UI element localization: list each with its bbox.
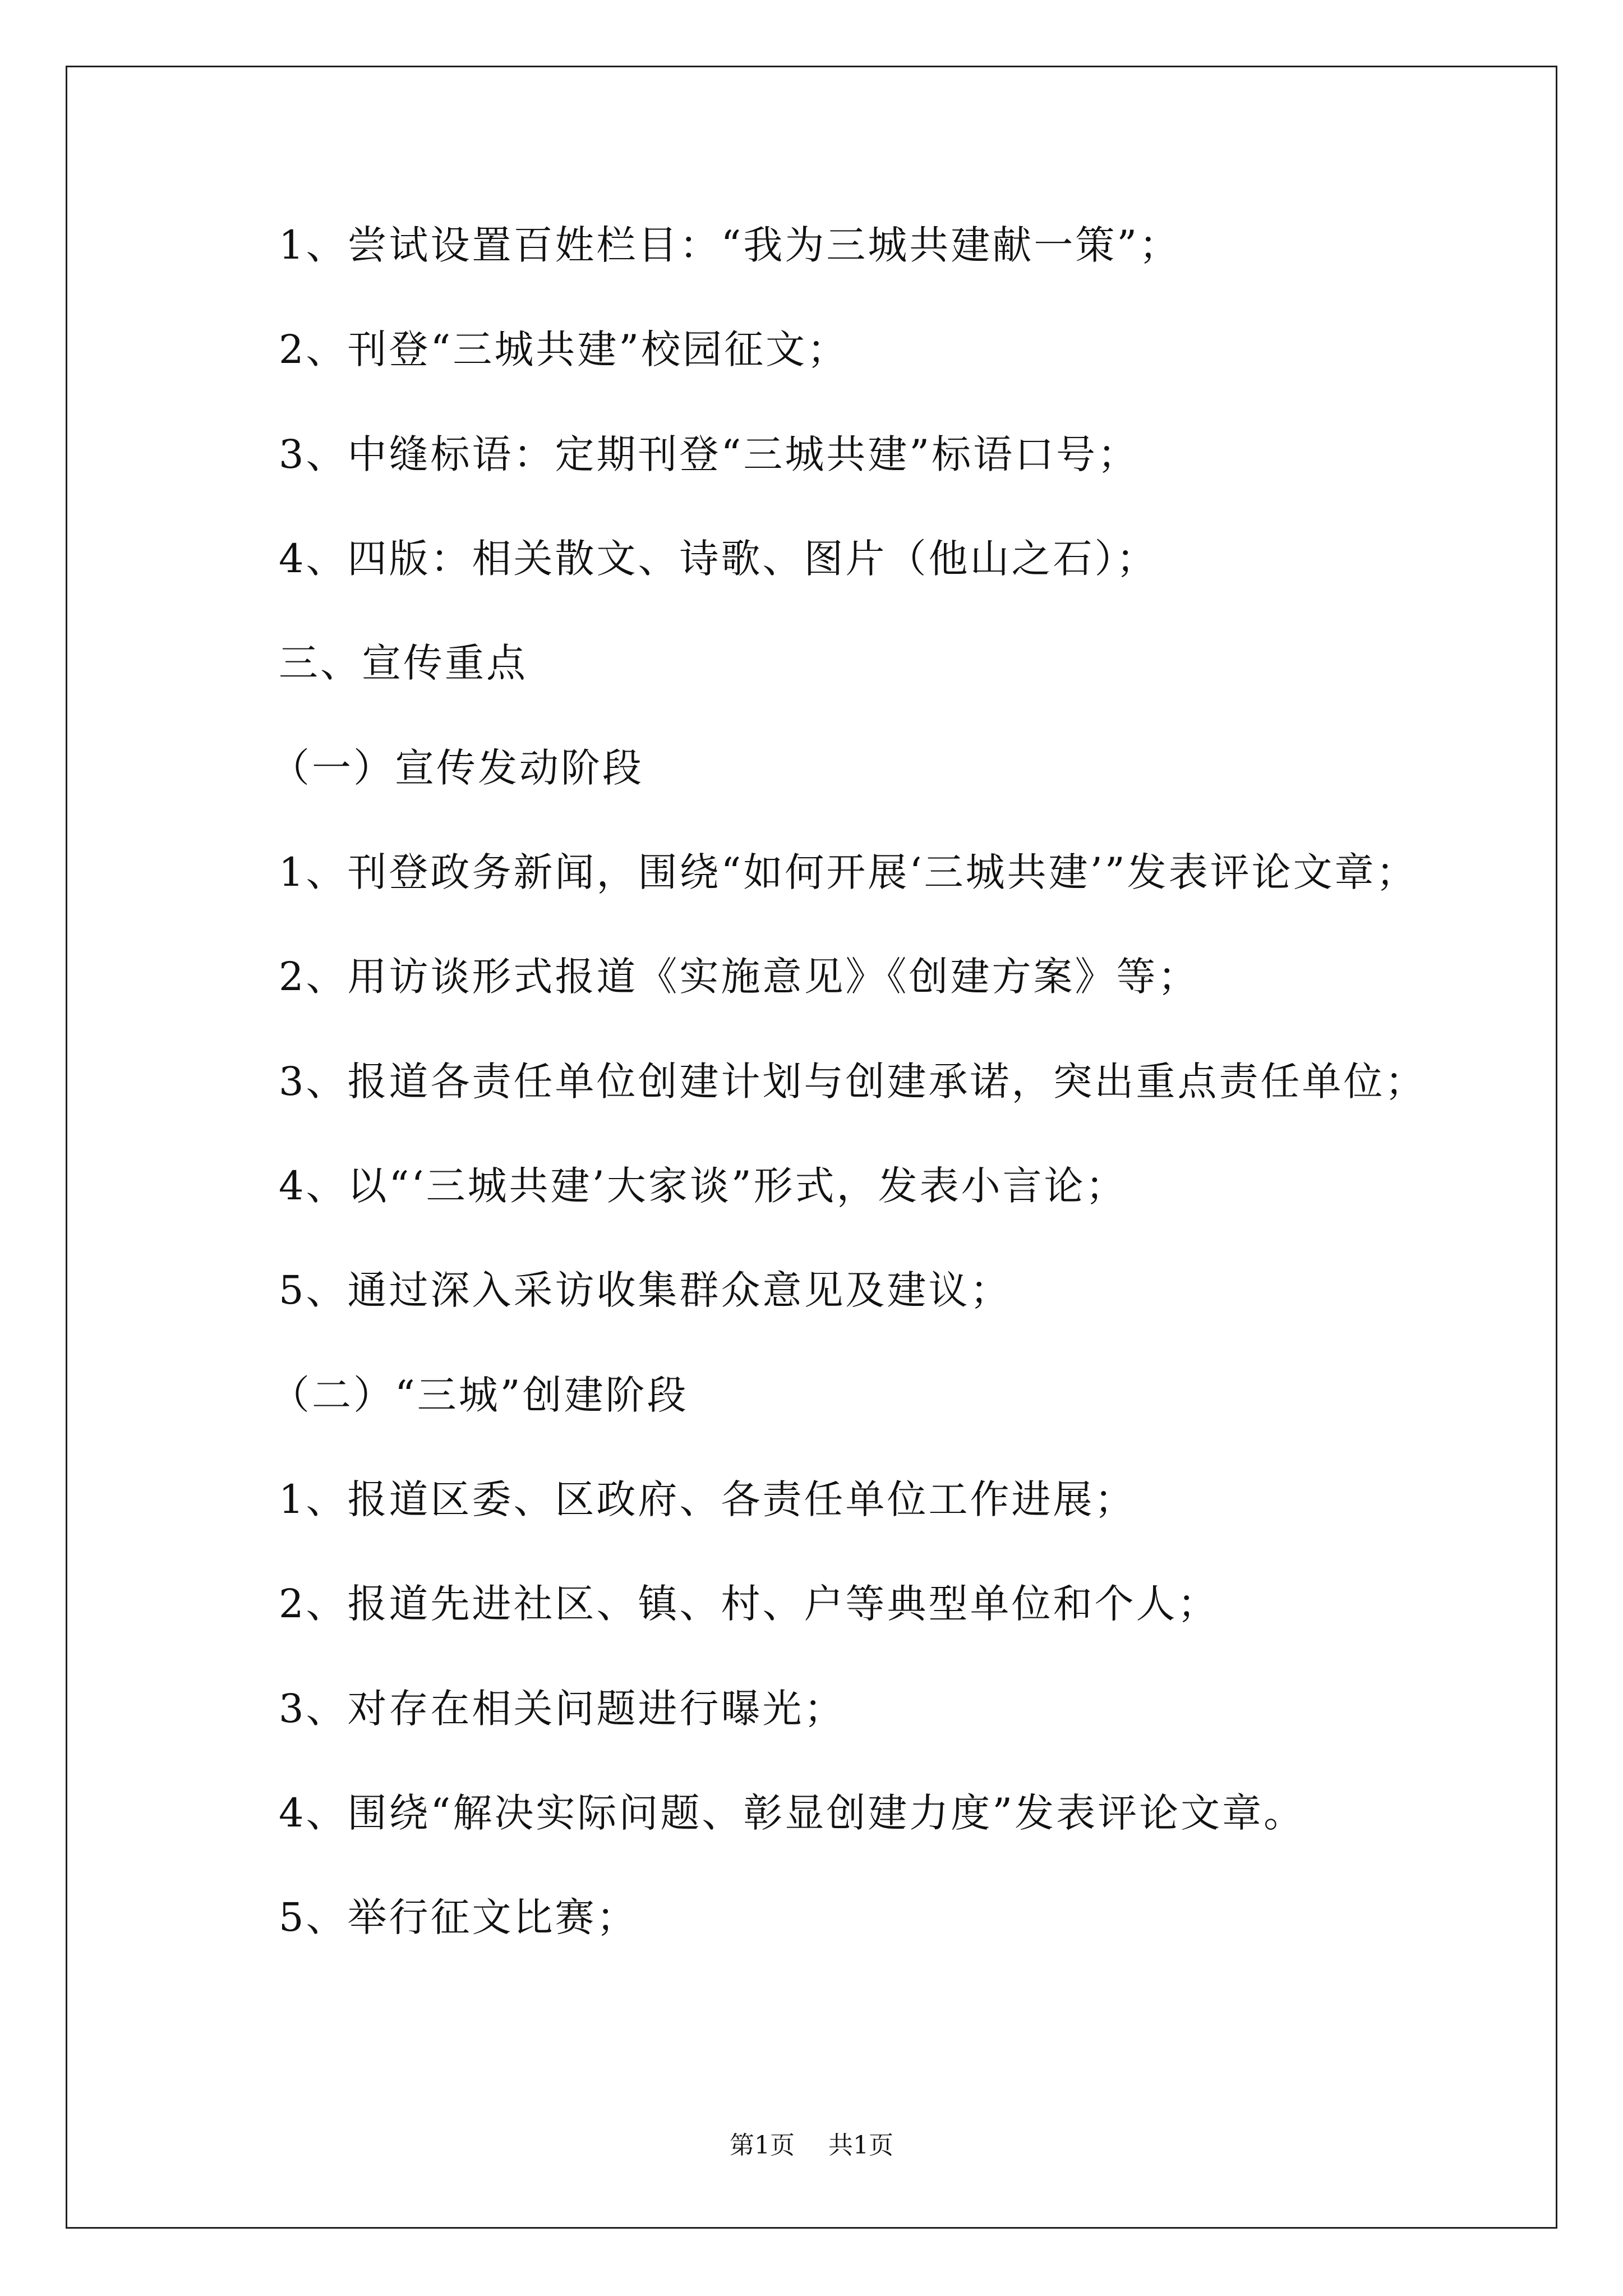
- subsection-heading: （二）“三城”创建阶段: [270, 1372, 689, 1418]
- subsection-heading: （一）宣传发动阶段: [270, 745, 644, 791]
- list-item: 3、中缝标语：定期刊登“三城共建”标语口号；: [279, 431, 1140, 477]
- list-item: 1、刊登政务新闻，围绕“如何开展‘三城共建’”发表评论文章；: [279, 849, 1418, 895]
- page-number-current: 第1页: [730, 2131, 795, 2160]
- list-item: 4、以“‘三城共建’大家谈”形式，发表小言论；: [279, 1163, 1127, 1209]
- section-heading: 三、宣传重点: [279, 640, 528, 686]
- page-footer: [0, 2129, 1623, 2162]
- list-item: 1、尝试设置百姓栏目：“我为三城共建献一策”；: [279, 222, 1181, 268]
- list-item: 2、用访谈形式报道《实施意见》《创建方案》等；: [279, 954, 1200, 1000]
- page-number-total: 共1页: [828, 2131, 893, 2160]
- list-item: 1、报道区委、区政府、各责任单位工作进展；: [279, 1476, 1136, 1522]
- list-item: 3、报道各责任单位创建计划与创建承诺，突出重点责任单位；: [279, 1059, 1427, 1105]
- list-item: 2、报道先进社区、镇、村、户等典型单位和个人；: [279, 1581, 1219, 1627]
- list-item: 2、刊登“三城共建”校园征文；: [279, 326, 849, 372]
- list-item: 5、举行征文比赛；: [279, 1894, 638, 1940]
- list-item: 3、对存在相关问题进行曝光；: [279, 1686, 846, 1732]
- list-item: 4、四版：相关散文、诗歌、图片（他山之石）；: [279, 536, 1158, 582]
- list-item: 5、通过深入采访收集群众意见及建议；: [279, 1267, 1012, 1313]
- list-item: 4、围绕“解决实际问题、彰显创建力度”发表评论文章。: [279, 1790, 1306, 1836]
